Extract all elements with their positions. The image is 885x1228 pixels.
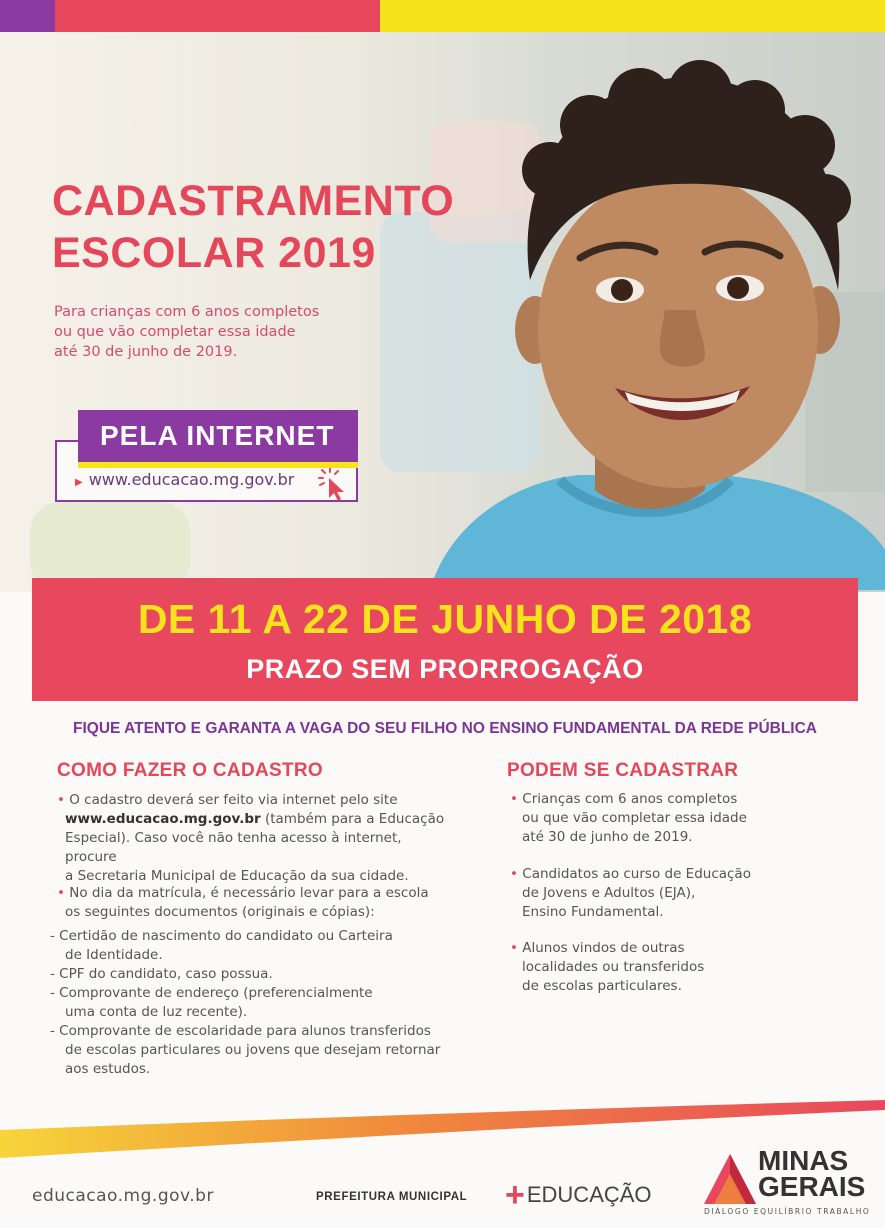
- attention-line: FIQUE ATENTO E GARANTA A VAGA DO SEU FILHO NO ENSINO FUNDAMENTAL DA REDE PÚBLICA: [72, 720, 817, 737]
- educacao-logo: [505, 1176, 652, 1214]
- subtitle-line-1: Para crianças com 6 anos completos: [54, 304, 320, 320]
- prefeitura-label: PREFEITURA MUNICIPAL: [316, 1191, 468, 1203]
- title-line-1: CADASTRAMENTO: [52, 177, 455, 225]
- page-title: [52, 175, 454, 279]
- who-item-2: • Candidatos ao curso de Educação de Jovens e Adultos (EJA), Ensino Fundamental.: [510, 866, 751, 920]
- educacao-label: EDUCAÇÃO: [526, 1182, 652, 1207]
- documents-list: - Certidão de nascimento do candidato ou Carteira de Identidade. - CPF do candidato, caso possua. - Comprovante de endereço (preferencialmente uma conta de luz recente). - Comprovante de escolaridade para alunos transferidos de escolas particulares ou jovens que desejam retornar aos estudos.: [50, 927, 460, 1079]
- stripe-yellow: [380, 0, 885, 32]
- who-can-register-heading: PODEM SE CADASTRAR: [507, 760, 739, 781]
- registration-dates: DE 11 A 22 DE JUNHO DE 2018: [137, 596, 753, 642]
- arrow-icon: ▶: [75, 477, 83, 488]
- footer-url[interactable]: educacao.mg.gov.br: [32, 1186, 214, 1206]
- page-subtitle: [54, 302, 354, 362]
- title-line-2: ESCOLAR 2019: [52, 229, 376, 277]
- subtitle-line-3: até 30 de junho de 2019.: [54, 344, 238, 360]
- minas-gerais-name: MINAS GERAIS: [758, 1145, 866, 1202]
- document-item: - Comprovante de endereço (preferencialmente: [50, 985, 373, 1001]
- internet-callout: [55, 410, 358, 502]
- who-item-3: • Alunos vindos de outras localidades ou transferidos de escolas particulares.: [510, 940, 705, 994]
- how-to-url[interactable]: www.educacao.mg.gov.br: [65, 811, 261, 827]
- how-to-heading: COMO FAZER O CADASTRO: [57, 760, 323, 781]
- date-banner: [32, 578, 858, 701]
- document-item: - CPF do candidato, caso possua.: [50, 966, 273, 982]
- stripe-red: [55, 0, 380, 32]
- document-item: - Certidão de nascimento do candidato ou Carteira: [50, 928, 393, 944]
- child-photo: [410, 30, 885, 590]
- internet-label: PELA INTERNET: [78, 410, 358, 462]
- subtitle-line-2: ou que vão completar essa idade: [54, 324, 296, 340]
- plus-icon: +: [505, 1176, 525, 1214]
- minas-gerais-tagline: DIÁLOGO EQUILÍBRIO TRABALHO: [704, 1207, 871, 1216]
- who-item-1: • Crianças com 6 anos completos ou que vão completar essa idade até 30 de junho de 2019.: [510, 791, 747, 845]
- stripe-purple: [0, 0, 55, 32]
- how-to-item-2: • No dia da matrícula, é necessário levar para a escola os seguintes documentos (originais e cópias):: [57, 885, 429, 920]
- document-item: - Comprovante de escolaridade para alunos transferidos: [50, 1023, 431, 1039]
- internet-url[interactable]: www.educacao.mg.gov.br: [88, 470, 295, 489]
- how-to-item-1: • O cadastro deverá ser feito via internet pelo site www.educacao.mg.gov.br (também para a Educação Especial). Caso você não tenha acesso à internet, procure a Secretaria Municipal de Educação da sua cidade.: [57, 792, 445, 884]
- cursor-click-icon: [317, 468, 351, 502]
- internet-link[interactable]: [75, 470, 294, 489]
- top-color-stripe: [0, 0, 885, 32]
- deadline-note: PRAZO SEM PRORROGAÇÃO: [246, 654, 644, 684]
